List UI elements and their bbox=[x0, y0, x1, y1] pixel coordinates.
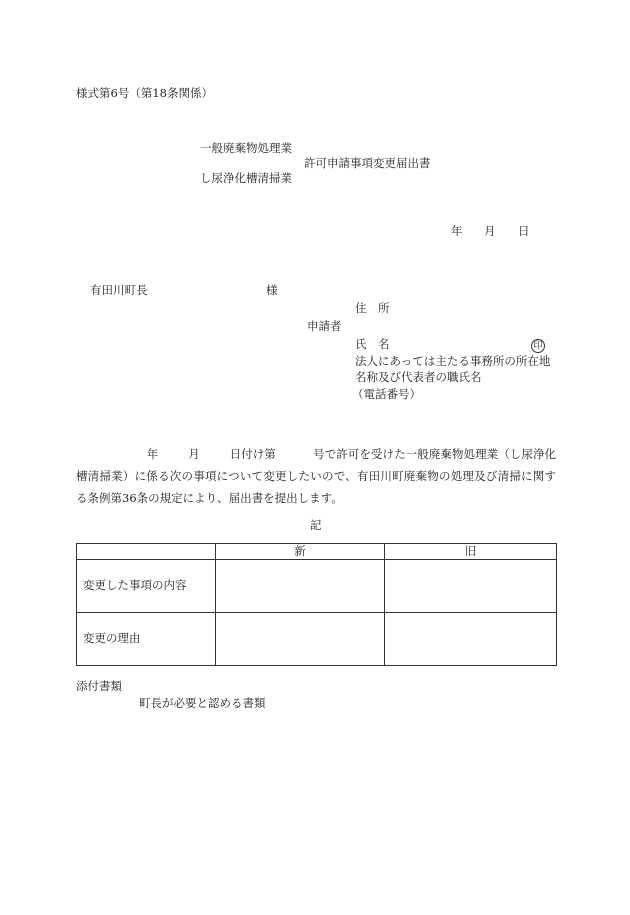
header-old: 旧 bbox=[385, 544, 557, 560]
applicant-phone: （電話番号） bbox=[352, 387, 421, 401]
title-general-waste: 一般廃棄物処理業 bbox=[200, 141, 292, 155]
date-month: 月 bbox=[484, 224, 496, 238]
cell-old[interactable] bbox=[385, 560, 557, 613]
table-row bbox=[77, 613, 557, 666]
body-month: 月 bbox=[188, 447, 200, 461]
ki-heading: 記 bbox=[310, 518, 322, 532]
applicant-label: 申請者 bbox=[307, 319, 342, 333]
title-night-soil: し尿浄化槽清掃業 bbox=[200, 171, 292, 185]
body-dated-no: 日付け第 bbox=[229, 447, 276, 461]
date-day: 日 bbox=[518, 224, 530, 238]
applicant-name-label: 氏 名 bbox=[355, 337, 390, 351]
addressee-name: 有田川町長 bbox=[90, 283, 148, 297]
header-new: 新 bbox=[215, 544, 385, 560]
addressee-honorific: 様 bbox=[266, 283, 278, 297]
body-text: 号で許可を受けた一般廃棄物処理業（し尿浄化槽清掃業）に係る次の事項について変更したいので、有田川町廃棄物の処理及び清掃に関する条例第36条の規定により、届出書を提出します。 bbox=[76, 447, 557, 505]
header-item bbox=[77, 544, 216, 560]
seal-mark: 印 bbox=[531, 339, 545, 353]
body-paragraph bbox=[76, 443, 556, 509]
body-year: 年 bbox=[146, 447, 159, 461]
table-header-row bbox=[77, 544, 557, 560]
corporate-note-line1: 法人にあっては主たる事務所の所在地 bbox=[355, 354, 551, 368]
cell-new[interactable] bbox=[215, 613, 385, 666]
attachments-heading: 添付書類 bbox=[76, 679, 122, 693]
cell-old[interactable] bbox=[385, 613, 557, 666]
row-label: 変更の理由 bbox=[77, 613, 216, 666]
applicant-address-label: 住 所 bbox=[355, 301, 390, 315]
corporate-note-line2: 名称及び代表者の職氏名 bbox=[355, 370, 482, 384]
row-label: 変更した事項の内容 bbox=[77, 560, 216, 613]
cell-new[interactable] bbox=[215, 560, 385, 613]
form-number: 様式第6号（第18条関係） bbox=[76, 86, 213, 100]
change-table bbox=[76, 543, 557, 666]
title-main: 許可申請事項変更届出書 bbox=[304, 156, 431, 170]
attachments-item: 町長が必要と認める書類 bbox=[139, 696, 266, 710]
table-row bbox=[77, 560, 557, 613]
date-year: 年 bbox=[451, 224, 463, 238]
